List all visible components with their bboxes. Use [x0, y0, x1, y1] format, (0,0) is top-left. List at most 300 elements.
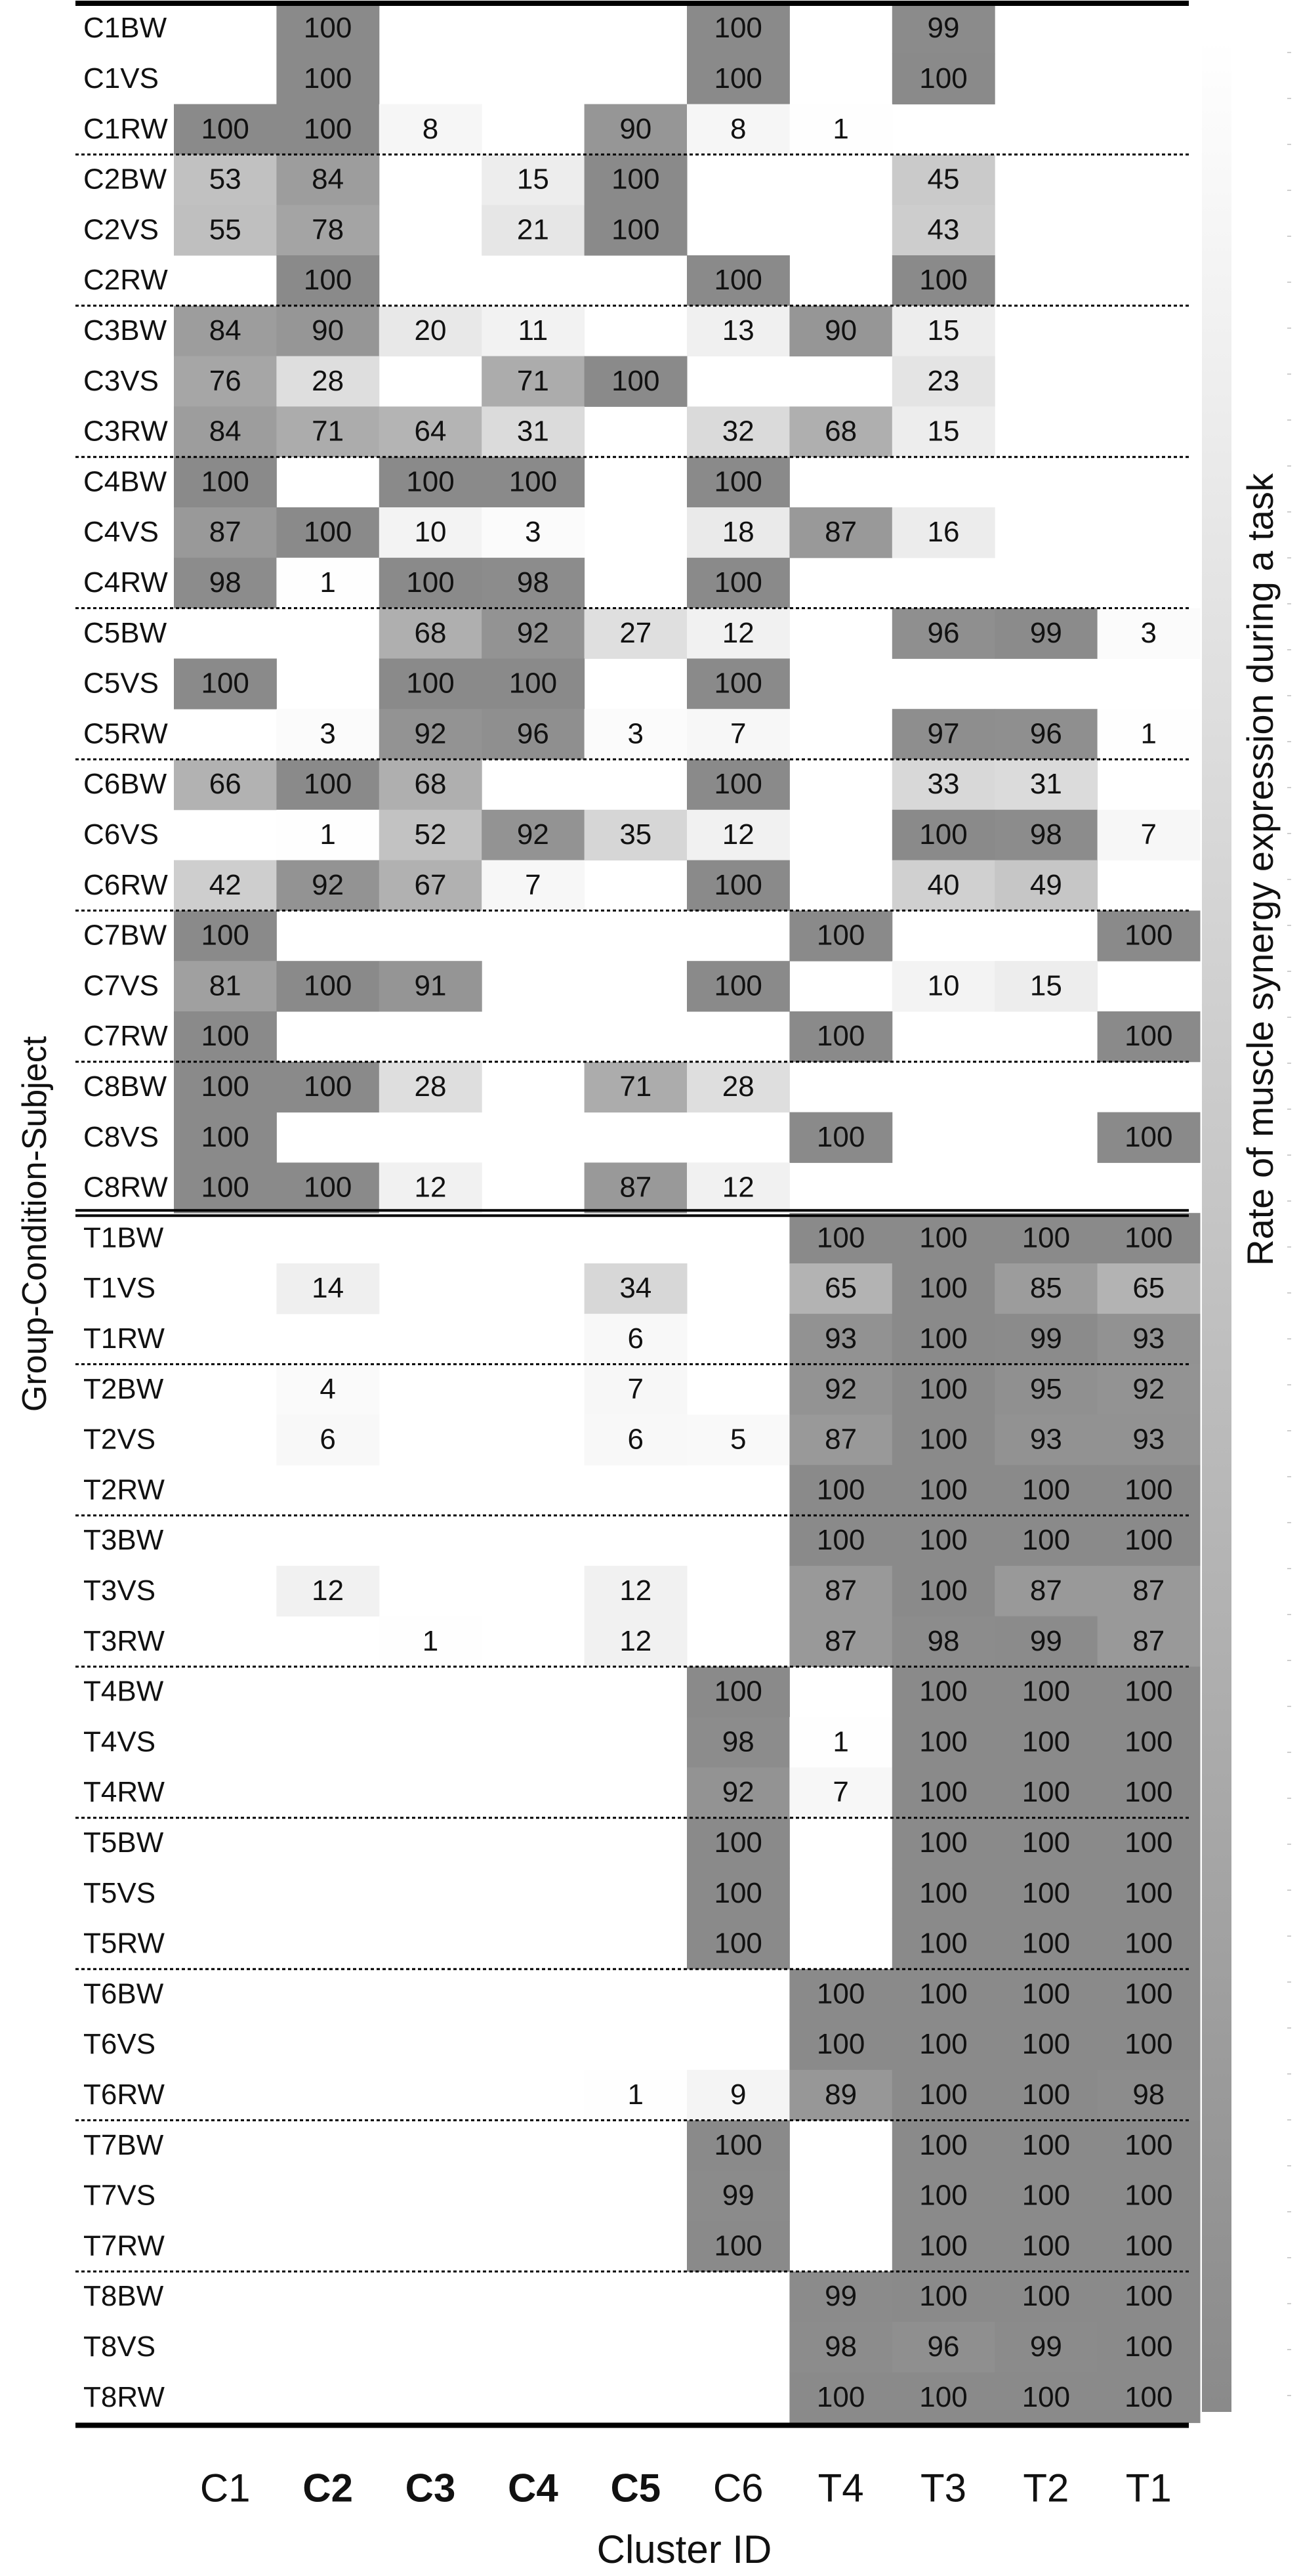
cell-value: 12: [722, 1171, 754, 1204]
row-label: T2RW: [83, 1473, 165, 1506]
cell-value: 100: [816, 2028, 865, 2061]
cell-value: 3: [525, 516, 541, 549]
cell-value: 52: [414, 818, 447, 851]
row-label: C6RW: [83, 868, 168, 901]
row-label: C7BW: [83, 919, 167, 952]
row-labels: [83, 12, 168, 2413]
cell-value: 99: [825, 2280, 857, 2313]
cell-value: 93: [1029, 1423, 1062, 1456]
cell-value: 96: [516, 717, 549, 750]
cell-value: 3: [1140, 616, 1157, 649]
cell-value: 100: [919, 1977, 968, 2010]
cell-value: 99: [1029, 1624, 1062, 1657]
column-label-c4: C4: [508, 2466, 558, 2510]
cell-value: 78: [312, 213, 344, 246]
cell-value: 32: [722, 415, 754, 448]
cell-value: 100: [714, 2229, 762, 2262]
cell-value: 100: [714, 1927, 762, 1960]
cell-value: 100: [816, 1221, 865, 1254]
cell-value: 92: [825, 1372, 857, 1405]
row-label: T4VS: [83, 1725, 156, 1758]
cell-value: 100: [1022, 2028, 1071, 2061]
row-label: T6VS: [83, 2028, 156, 2061]
cell-value: 91: [414, 969, 447, 1002]
cell-value: 1: [320, 818, 336, 851]
cell-value: 49: [1029, 868, 1062, 901]
cell-value: 23: [927, 364, 960, 397]
cell-value: 100: [1022, 1977, 1071, 2010]
row-label: C1VS: [83, 62, 159, 95]
row-label: T6BW: [83, 1977, 164, 2010]
cell-value: 100: [714, 1826, 762, 1859]
row-label: C2BW: [83, 163, 167, 196]
cell-value: 87: [825, 1624, 857, 1657]
cell-value: 100: [919, 2128, 968, 2161]
cell-value: 100: [919, 1322, 968, 1355]
row-label: T5VS: [83, 1876, 156, 1909]
colorbar: [1202, 39, 1231, 2412]
cell-value: 12: [722, 616, 754, 649]
cell-value: 98: [927, 1624, 960, 1657]
cell-value: 100: [1022, 1221, 1071, 1254]
cell-value: 71: [312, 415, 344, 448]
cell-value: 100: [816, 1120, 865, 1153]
row-label: T8RW: [83, 2380, 165, 2413]
cell-value: 71: [619, 1070, 652, 1103]
cell-value: 100: [816, 919, 865, 952]
cell-value: 100: [1022, 2179, 1071, 2212]
cell-value: 100: [1022, 1725, 1071, 1758]
row-label: C4VS: [83, 516, 159, 549]
column-label-t2: T2: [1023, 2466, 1069, 2510]
row-label: C5BW: [83, 616, 167, 649]
cell-value: 100: [919, 1574, 968, 1607]
cell-value: 98: [1029, 818, 1062, 851]
cell-value: 98: [516, 566, 549, 599]
cell-value: 90: [825, 314, 857, 347]
cell-value: 100: [714, 768, 762, 801]
cell-value: 100: [406, 465, 455, 498]
cell-value: 43: [927, 213, 960, 246]
cell-value: 27: [619, 616, 652, 649]
cell-value: 100: [714, 667, 762, 700]
colorbar-label: Rate of muscle synergy expression during a task: [1239, 473, 1281, 1266]
cell-value: 100: [303, 112, 352, 145]
cell-value: 15: [516, 163, 549, 196]
cell-value: 100: [201, 667, 249, 700]
cell-value: 98: [722, 1725, 754, 1758]
cell-value: 100: [919, 62, 968, 95]
cell-value: 100: [1125, 1524, 1173, 1557]
column-label-t3: T3: [920, 2466, 967, 2510]
cell-value: 100: [714, 566, 762, 599]
cell-value: 100: [1125, 2128, 1173, 2161]
cell-value: 100: [201, 1120, 249, 1153]
cell-value: 96: [1029, 717, 1062, 750]
cell-value: 100: [1022, 1675, 1071, 1708]
row-label: T3RW: [83, 1624, 165, 1657]
cell-value: 100: [1022, 2128, 1071, 2161]
cell-value: 100: [201, 919, 249, 952]
cell-value: 4: [320, 1372, 336, 1405]
row-label: C6BW: [83, 768, 167, 801]
cell-value: 15: [927, 314, 960, 347]
cell-value: 67: [414, 868, 447, 901]
cell-value: 45: [927, 163, 960, 196]
cell-value: 7: [627, 1372, 644, 1405]
cell-value: 100: [303, 516, 352, 549]
cell-value: 100: [919, 1776, 968, 1809]
row-label: C2RW: [83, 264, 168, 297]
cell-value: 100: [1125, 2280, 1173, 2313]
cell-value: 100: [1125, 2380, 1173, 2413]
cell-value: 100: [508, 667, 558, 700]
cell-value: 100: [714, 12, 762, 45]
cell-value: 100: [1125, 1221, 1173, 1254]
cell-value: 21: [516, 213, 549, 246]
cell-value: 100: [1022, 1776, 1071, 1809]
cell-value: 71: [516, 364, 549, 397]
row-label: C1RW: [83, 112, 168, 145]
cell-value: 68: [825, 415, 857, 448]
colorbar-ticks: [1287, 53, 1291, 2396]
cell-value: 99: [1029, 1322, 1062, 1355]
cell-value: 84: [312, 163, 344, 196]
cell-value: 13: [722, 314, 754, 347]
row-label: T4BW: [83, 1675, 164, 1708]
column-label-c5: C5: [610, 2466, 661, 2510]
row-label: T2VS: [83, 1423, 156, 1456]
cell-value: 100: [1022, 2280, 1071, 2313]
column-label-c3: C3: [405, 2466, 456, 2510]
cell-value: 42: [209, 868, 241, 901]
cell-value: 100: [919, 2179, 968, 2212]
cell-value: 100: [919, 1675, 968, 1708]
cell-value: 100: [1125, 2028, 1173, 2061]
row-label: T7VS: [83, 2179, 156, 2212]
cell-value: 55: [209, 213, 241, 246]
cell-value: 90: [312, 314, 344, 347]
cell-value: 100: [919, 2229, 968, 2262]
cell-value: 100: [1125, 1020, 1173, 1053]
cell-value: 6: [627, 1423, 644, 1456]
cell-value: 100: [201, 112, 249, 145]
row-label: C8BW: [83, 1070, 167, 1103]
column-label-t1: T1: [1125, 2466, 1172, 2510]
cell-value: 5: [730, 1423, 747, 1456]
cell-value: 84: [209, 314, 241, 347]
cell-value: 3: [627, 717, 644, 750]
cell-value: 100: [919, 2028, 968, 2061]
cell-value: 16: [927, 516, 960, 549]
cell-value: 68: [414, 768, 447, 801]
cell-value: 100: [508, 465, 558, 498]
cell-value: 65: [825, 1272, 857, 1305]
cell-value: 31: [516, 415, 549, 448]
cell-value: 1: [627, 2079, 644, 2111]
cell-value: 12: [312, 1574, 344, 1607]
cell-value: 3: [320, 717, 336, 750]
cell-value: 7: [730, 717, 747, 750]
cell-value: 66: [209, 768, 241, 801]
cell-value: 100: [714, 969, 762, 1002]
cell-value: 100: [1022, 1826, 1071, 1859]
cell-value: 93: [1132, 1423, 1165, 1456]
cell-value: 100: [303, 1070, 352, 1103]
cell-value: 100: [1022, 1927, 1071, 1960]
row-label: C5VS: [83, 667, 159, 700]
cell-value: 100: [1022, 2229, 1071, 2262]
cell-value: 100: [303, 1171, 352, 1204]
cell-value: 97: [927, 717, 960, 750]
cell-value: 100: [1125, 1927, 1173, 1960]
row-label: C7VS: [83, 969, 159, 1002]
cell-value: 98: [1132, 2079, 1165, 2111]
cell-value: 100: [1125, 1473, 1173, 1506]
cell-value: 15: [1029, 969, 1062, 1002]
cell-value: 100: [816, 2380, 865, 2413]
cell-value: 100: [919, 818, 968, 851]
cell-value: 100: [919, 1826, 968, 1859]
cell-value: 100: [919, 1221, 968, 1254]
row-label: T4RW: [83, 1776, 165, 1809]
row-label: T8VS: [83, 2331, 156, 2363]
cell-value: 99: [722, 2179, 754, 2212]
row-label: T3BW: [83, 1524, 164, 1557]
column-label-c1: C1: [199, 2466, 251, 2510]
row-label: T8BW: [83, 2280, 164, 2313]
cell-value: 100: [303, 768, 352, 801]
cell-value: 15: [927, 415, 960, 448]
row-label: T1VS: [83, 1272, 156, 1305]
cell-value: 100: [919, 1524, 968, 1557]
cell-value: 98: [209, 566, 241, 599]
cell-value: 96: [927, 2331, 960, 2363]
cell-value: 100: [919, 1725, 968, 1758]
cell-value: 87: [825, 516, 857, 549]
cell-value: 100: [714, 1876, 762, 1909]
cell-value: 100: [1125, 1120, 1173, 1153]
cell-value: 87: [825, 1574, 857, 1607]
row-label: T7BW: [83, 2128, 164, 2161]
cell-value: 100: [201, 1070, 249, 1103]
cell-value: 95: [1029, 1372, 1062, 1405]
cell-value: 34: [619, 1272, 652, 1305]
cell-value: 92: [1132, 1372, 1165, 1405]
cell-value: 100: [919, 1423, 968, 1456]
cell-value: 1: [422, 1624, 439, 1657]
cell-value: 7: [833, 1776, 849, 1809]
cell-value: 100: [816, 1020, 865, 1053]
cell-value: 65: [1132, 1272, 1165, 1305]
cell-value: 100: [714, 465, 762, 498]
cell-value: 31: [1029, 768, 1062, 801]
cell-value: 100: [201, 1171, 249, 1204]
cell-value: 8: [730, 112, 747, 145]
cell-value: 12: [619, 1574, 652, 1607]
cell-value: 12: [414, 1171, 447, 1204]
row-label: T1RW: [83, 1322, 165, 1355]
cell-value: 28: [312, 364, 344, 397]
row-label: C3BW: [83, 314, 167, 347]
cell-value: 9: [730, 2079, 747, 2111]
cell-value: 92: [312, 868, 344, 901]
cell-value: 100: [201, 465, 249, 498]
cell-value: 90: [619, 112, 652, 145]
row-label: T5BW: [83, 1826, 164, 1859]
cell-value: 100: [919, 1473, 968, 1506]
cell-value: 100: [919, 264, 968, 297]
cell-value: 93: [1132, 1322, 1165, 1355]
cell-value: 92: [516, 818, 549, 851]
cell-value: 100: [1022, 2079, 1071, 2111]
cell-value: 100: [1125, 2179, 1173, 2212]
cell-value: 7: [525, 868, 541, 901]
cell-value: 8: [422, 112, 439, 145]
cell-value: 100: [816, 1977, 865, 2010]
cell-value: 1: [1140, 717, 1157, 750]
cell-value: 87: [209, 516, 241, 549]
cell-value: 100: [714, 62, 762, 95]
cell-value: 68: [414, 616, 447, 649]
cell-value: 100: [1125, 1776, 1173, 1809]
row-label: C7RW: [83, 1020, 168, 1053]
row-label: C5RW: [83, 717, 168, 750]
row-label: C8VS: [83, 1120, 159, 1153]
cell-value: 11: [518, 314, 548, 347]
cell-value: 100: [1125, 1876, 1173, 1909]
cell-value: 100: [919, 1272, 968, 1305]
cell-value: 92: [414, 717, 447, 750]
cell-value: 33: [927, 768, 960, 801]
cell-value: 100: [303, 969, 352, 1002]
row-label: T6RW: [83, 2079, 165, 2111]
cell-value: 100: [1125, 2229, 1173, 2262]
cell-value: 100: [1125, 1675, 1173, 1708]
cell-value: 7: [1140, 818, 1157, 851]
cell-value: 100: [919, 1876, 968, 1909]
cell-value: 100: [1125, 919, 1173, 952]
cell-value: 100: [611, 213, 660, 246]
cell-value: 100: [919, 2079, 968, 2111]
cell-value: 87: [1132, 1624, 1165, 1657]
cell-value: 92: [516, 616, 549, 649]
cell-value: 20: [414, 314, 447, 347]
column-label-t4: T4: [817, 2466, 864, 2510]
cell-value: 87: [1029, 1574, 1062, 1607]
cell-value: 99: [1029, 2331, 1062, 2363]
cell-value: 96: [927, 616, 960, 649]
cell-value: 89: [825, 2079, 857, 2111]
column-label-c2: C2: [302, 2466, 353, 2510]
cell-value: 28: [722, 1070, 754, 1103]
row-label: T7RW: [83, 2229, 165, 2262]
cell-value: 6: [320, 1423, 336, 1456]
cell-value: 100: [1022, 1876, 1071, 1909]
cell-value: 100: [303, 62, 352, 95]
cell-value: 98: [825, 2331, 857, 2363]
row-label: C6VS: [83, 818, 159, 851]
row-label: C4RW: [83, 566, 168, 599]
cell-value: 100: [816, 1473, 865, 1506]
cell-value: 87: [825, 1423, 857, 1456]
cell-value: 100: [714, 264, 762, 297]
cell-value: 100: [919, 2380, 968, 2413]
cell-value: 85: [1029, 1272, 1062, 1305]
column-label-c6: C6: [712, 2466, 764, 2510]
cell-value: 100: [303, 12, 352, 45]
cell-value: 93: [825, 1322, 857, 1355]
cell-value: 18: [722, 516, 754, 549]
row-label: T2BW: [83, 1372, 164, 1405]
row-label: C1BW: [83, 12, 167, 45]
cell-value: 100: [1125, 1977, 1173, 2010]
column-labels: [200, 2466, 1172, 2510]
row-label: T3VS: [83, 1574, 156, 1607]
cell-value: 100: [816, 1524, 865, 1557]
row-label: C3VS: [83, 364, 159, 397]
cell-value: 100: [1022, 1524, 1071, 1557]
cell-value: 12: [722, 818, 754, 851]
cell-value: 1: [320, 566, 336, 599]
cell-value: 100: [919, 1372, 968, 1405]
cell-value: 35: [619, 818, 652, 851]
cell-value: 28: [414, 1070, 447, 1103]
cell-value: 99: [1029, 616, 1062, 649]
cell-value: 100: [303, 264, 352, 297]
cell-value: 40: [927, 868, 960, 901]
cell-value: 6: [627, 1322, 644, 1355]
cell-value: 87: [619, 1171, 652, 1204]
cell-value: 12: [619, 1624, 652, 1657]
cell-value: 100: [1125, 2331, 1173, 2363]
cell-value: 14: [312, 1272, 344, 1305]
cell-value: 100: [611, 364, 660, 397]
cell-value: 100: [201, 1020, 249, 1053]
row-label: T5RW: [83, 1927, 165, 1960]
cell-value: 100: [919, 2280, 968, 2313]
row-label: C3RW: [83, 415, 168, 448]
cell-value: 100: [1022, 1473, 1071, 1506]
cell-value: 100: [714, 868, 762, 901]
cell-value: 100: [611, 163, 660, 196]
cell-value: 100: [714, 2128, 762, 2161]
cell-value: 64: [414, 415, 447, 448]
cell-value: 100: [406, 667, 455, 700]
cell-value: 100: [714, 1675, 762, 1708]
cell-value: 10: [927, 969, 960, 1002]
cell-value: 100: [1125, 1826, 1173, 1859]
row-label: C8RW: [83, 1171, 168, 1204]
cell-value: 100: [406, 566, 455, 599]
cell-value: 84: [209, 415, 241, 448]
cell-value: 100: [1125, 1725, 1173, 1758]
cell-value: 87: [1132, 1574, 1165, 1607]
cell-value: 92: [722, 1776, 754, 1809]
row-label: C2VS: [83, 213, 159, 246]
cell-value: 81: [209, 969, 241, 1002]
cell-value: 100: [919, 1927, 968, 1960]
x-axis-label: Cluster ID: [596, 2527, 772, 2571]
row-label: T1BW: [83, 1221, 164, 1254]
cell-value: 76: [209, 364, 241, 397]
cell-value: 10: [414, 516, 447, 549]
row-label: C4BW: [83, 465, 167, 498]
y-axis-label: Group-Condition-Subject: [16, 1036, 54, 1412]
cell-value: 53: [209, 163, 241, 196]
cell-value: 1: [833, 112, 849, 145]
cell-value: 100: [1022, 2380, 1071, 2413]
